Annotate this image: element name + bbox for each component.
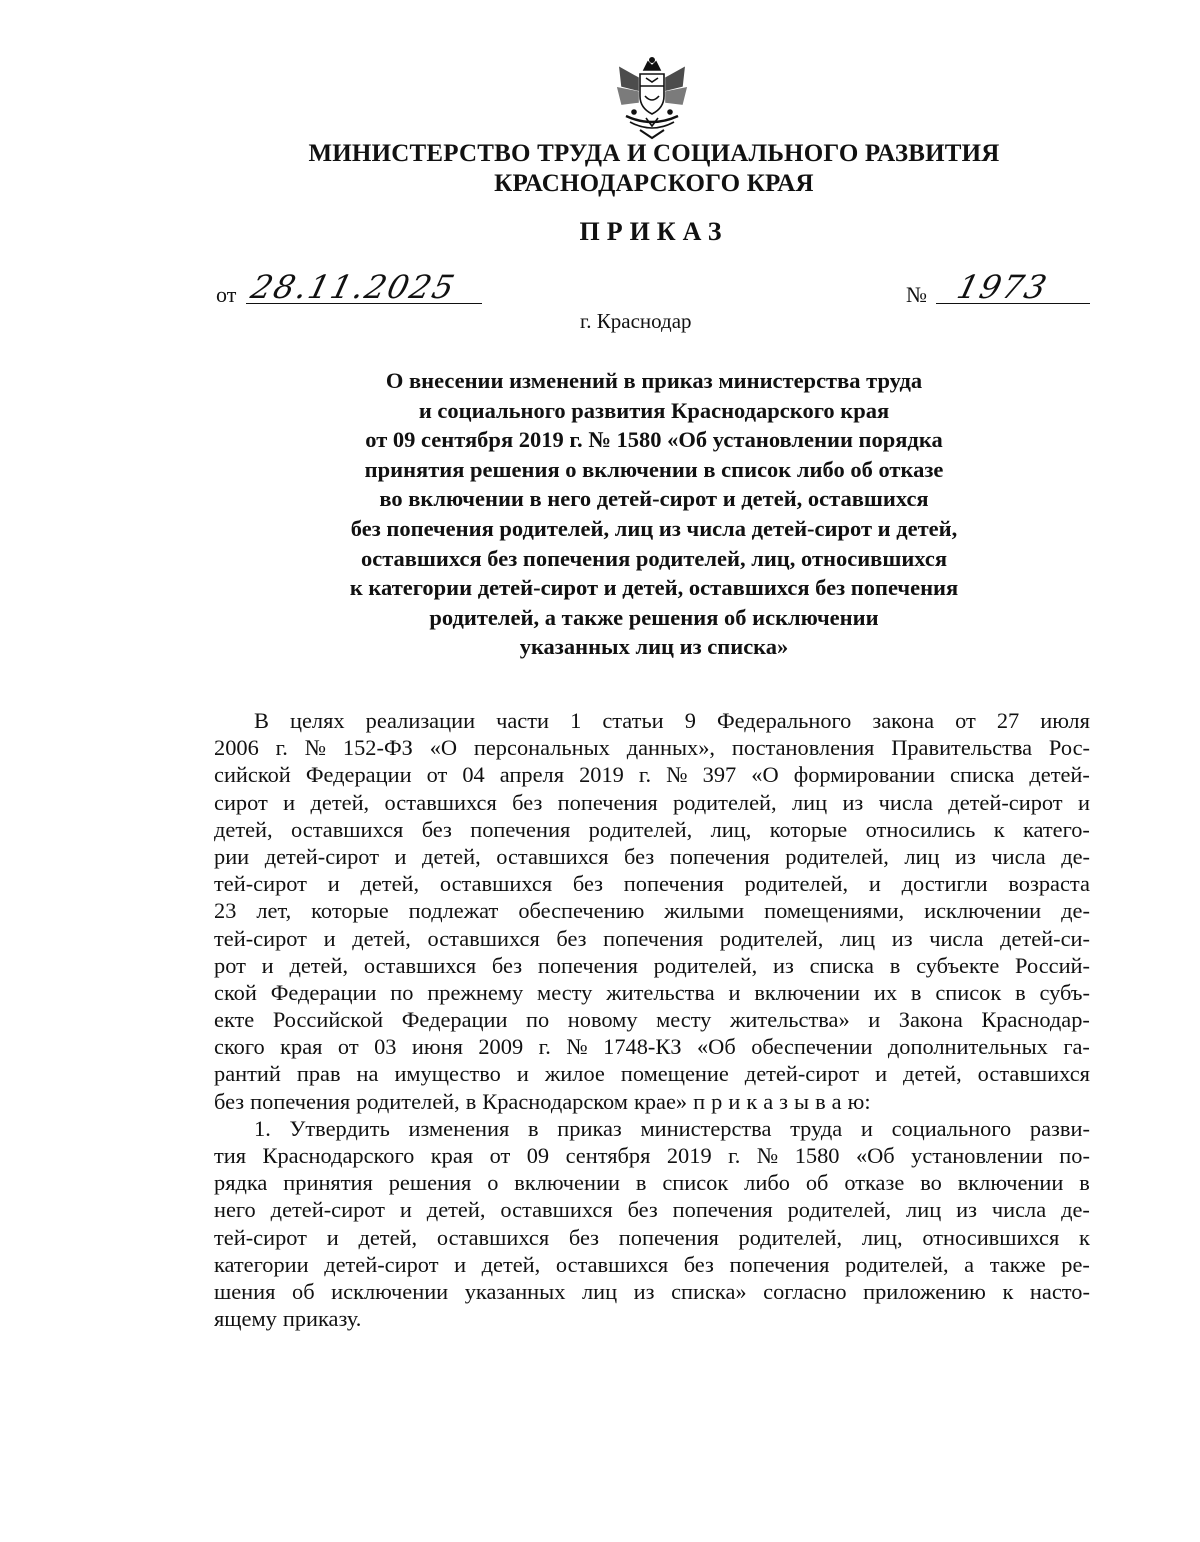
body-line: ящему приказу.	[214, 1306, 362, 1332]
body-line: В целях реализации части 1 статьи 9 Федерального закона от 27 июля	[254, 708, 1090, 733]
body-line: екте Российской Федерации по новому месту жительства» и Закона Краснодар-	[214, 1007, 1090, 1033]
body-line: категории детей-сирот и детей, оставшихся без попечения родителей, а также ре-	[214, 1251, 1090, 1277]
body-line: без попечения родителей, в Краснодарском крае» п р и к а з ы в а ю:	[214, 1088, 871, 1114]
body-line: него детей-сирот и детей, оставшихся без попечения родителей, лиц из числа де-	[214, 1197, 1090, 1223]
body-line: ской Федерации по прежнему месту жительства и включении их в список в субъ-	[214, 979, 1090, 1005]
subject-line: и социального развития Краснодарского края	[418, 397, 890, 423]
date-prefix: от	[216, 282, 237, 307]
ministry-line-2: КРАСНОДАРСКОГО КРАЯ	[494, 170, 814, 197]
order-subject	[240, 366, 1068, 662]
body-line: сийской Федерации от 04 апреля 2019 г. № 397 «О формировании списка детей-	[214, 762, 1090, 788]
body-line: тей-сирот и детей, оставшихся без попечения родителей, лиц из числа детей-си-	[214, 925, 1090, 951]
body-line: тей-сирот и детей, оставшихся без попечения родителей, лиц, относившихся к	[214, 1224, 1090, 1250]
order-number	[906, 268, 1092, 307]
subject-line: без попечения родителей, лиц из числа детей-сирот и детей,	[350, 515, 958, 541]
body-line: тей-сирот и детей, оставшихся без попечения родителей, и достигли возраста	[214, 871, 1090, 897]
subject-line: от 09 сентября 2019 г. № 1580 «Об установлении порядка	[365, 427, 943, 453]
subject-line: во включении в него детей-сирот и детей, оставшихся	[379, 486, 929, 512]
krasnodar-coat-of-arms-icon	[612, 56, 692, 140]
handwritten-number: 1973	[953, 268, 1053, 306]
city-name: г. Краснодар	[580, 309, 692, 333]
body-line: рантий прав на имущество и жилое помещение детей-сирот и детей, оставшихся	[214, 1061, 1090, 1087]
ministry-line-1: МИНИСТЕРСТВО ТРУДА И СОЦИАЛЬНОГО РАЗВИТИЯ	[308, 140, 1000, 167]
body-line: сирот и детей, оставшихся без попечения родителей, лиц из числа детей-сирот и	[214, 789, 1090, 815]
body-line: тия Краснодарского края от 09 сентября 2019 г. № 1580 «Об установлении по-	[214, 1143, 1090, 1168]
subject-line: указанных лиц из списка»	[519, 634, 789, 660]
subject-line: принятия решения о включении в список либо об отказе	[364, 456, 944, 482]
document-type-title: ПРИКАЗ	[579, 217, 729, 246]
handwritten-date: 28.11.2025	[247, 268, 460, 306]
order-body	[214, 707, 1090, 1332]
body-line: рядка принятия решения о включении в список либо об отказе во включении в	[214, 1170, 1090, 1196]
body-line: детей, оставшихся без попечения родителей, лиц, которые относились к катего-	[214, 816, 1090, 842]
body-line: ского края от 03 июня 2009 г. № 1748-КЗ «Об обеспечении дополнительных га-	[214, 1034, 1090, 1060]
body-line: 23 лет, которые подлежат обеспечению жилыми помещениями, исключении де-	[214, 898, 1090, 924]
body-line: рот и детей, оставшихся без попечения родителей, из списка в субъекте Россий-	[214, 952, 1090, 978]
number-prefix: №	[906, 282, 927, 307]
subject-line: О внесении изменений в приказ министерства труда	[385, 368, 923, 393]
body-line: шения об исключении указанных лиц из списка» согласно приложению к насто-	[214, 1278, 1090, 1304]
subject-line: к категории детей-сирот и детей, оставшихся без попечения	[349, 575, 959, 601]
body-line: рии детей-сирот и детей, оставшихся без попечения родителей, лиц из числа де-	[214, 843, 1090, 869]
subject-line: оставшихся без попечения родителей, лиц, относившихся	[360, 545, 948, 571]
subject-line: родителей, а также решения об исключении	[429, 604, 879, 630]
body-line: 2006 г. № 152-ФЗ «О персональных данных», постановления Правительства Рос-	[214, 735, 1090, 761]
ministry-name	[200, 139, 1108, 199]
body-line: 1. Утвердить изменения в приказ министерства труда и социального разви-	[254, 1115, 1090, 1141]
order-date	[216, 268, 486, 307]
